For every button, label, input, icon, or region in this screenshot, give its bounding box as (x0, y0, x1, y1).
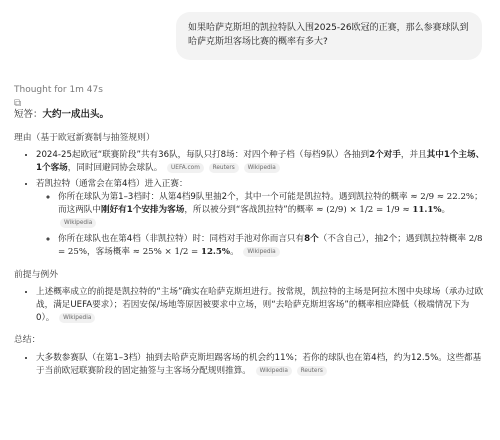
citation-reuters[interactable]: Reuters (297, 366, 327, 376)
pot4-bold: 8个 (304, 233, 319, 244)
short-answer (14, 108, 486, 122)
citation-wikipedia[interactable]: Wikipedia (59, 313, 95, 323)
math-prob: 1/2 = 1/9 ≈ (359, 205, 410, 215)
short-answer-text: 大约一成出头。 (42, 109, 110, 120)
rule-bold-opponents: 2个对手 (369, 150, 401, 161)
premise-heading: 前提与例外 (14, 269, 58, 280)
sub-list-item (58, 233, 486, 259)
rule-bold-home-away: 其中1个主场、1个客场 (36, 150, 485, 174)
citation-wikipedia[interactable]: Wikipedia (244, 163, 280, 173)
rule-text: ，同时回避同协会球队。 (67, 163, 163, 174)
sub-list (36, 191, 486, 258)
rule-text: ，并且 (400, 150, 427, 161)
assistant-response (14, 108, 486, 380)
pot1-3-text: 你所在球队为第1–3档时：从第4档9队里抽2个，其中一个可能是凯拉特。遇到凯拉特的概率 ≈ (58, 192, 418, 203)
sub-list-item (58, 191, 486, 230)
conclusion-list (14, 352, 486, 378)
short-answer-label: 短答： (14, 109, 43, 120)
citation-wikipedia[interactable]: Wikipedia (243, 247, 279, 257)
rule-text: 2024-25起欧冠“联赛阶段”共有36队，每队只打8场：对四个种子档（每档9队）各抽到 (36, 150, 370, 161)
conclusion-text: 大多数参赛队（在第1–3档）抽到去哈萨克斯坦踢客场的机会约11%；若你的球队也在第4档，约为12.5%。这些都基于当前欧冠联赛阶段的固定抽签与主客场分配规则推算。 (36, 352, 482, 376)
pot1-3-text: 。 (441, 205, 451, 215)
kairat-condition: 若凯拉特（通常会在第4档）进入正赛： (36, 179, 188, 190)
list-item (36, 352, 486, 378)
reason-heading: 理由（基于欧冠新赛制与抽签规则） (14, 133, 155, 144)
user-message-bubble (176, 12, 482, 60)
pot4-text: ，客场概率 (87, 246, 131, 257)
pot1-3-bold: 刚好有1个安排为客场 (100, 205, 185, 215)
copy-icon[interactable]: ⧉ (14, 98, 22, 109)
pot4-text: 。 (230, 246, 239, 257)
math-result: 11.1% (412, 205, 442, 215)
pot4-text: （不含自己），抽2个；遇到凯拉特概率 (318, 233, 466, 244)
thought-duration-toggle[interactable]: Thought for 1m 47s (14, 85, 103, 95)
math-prob: 2/9 ≈ 22.2% (420, 192, 475, 203)
premise-text: 上述概率成立的前提是凯拉特的“主场”确实在哈萨克斯坦进行。按常规，凯拉特的主场是阿拉木图中央球场（承办过欧战，满足UEFA要求）；若因安保/场地等原因被要求中立场，则“去哈萨克斯坦客场”的概率相应降低（极端情况下为0）。 (36, 286, 484, 323)
pot1-3-text: ，所以被分到“客战凯拉特”的概率 ≈ (184, 205, 324, 215)
math-result: 12.5% (200, 246, 231, 257)
list-item (36, 178, 486, 258)
user-message-text: 如果哈萨克斯坦的凯拉特队入围2025-26欧冠的正赛，那么参赛球队到哈萨克斯坦客场比赛的概率有多大? (188, 23, 469, 47)
citation-uefa[interactable]: UEFA.com (167, 163, 204, 173)
math-prob: ≈ 25% × 1/2 = (132, 246, 199, 257)
list-item (36, 286, 486, 325)
pot4-text: 你所在球队也在第4档（非凯拉特）时：同档对手池对你而言只有 (58, 233, 305, 244)
math-prob: 2/8 = 25% (58, 233, 483, 257)
premise-list (14, 286, 486, 325)
conclusion-heading: 总结： (14, 335, 41, 346)
citation-wikipedia[interactable]: Wikipedia (60, 218, 96, 228)
pot1-3-text: ；而这两队中 (58, 192, 483, 215)
list-item (36, 149, 486, 175)
citation-reuters[interactable]: Reuters (209, 163, 239, 173)
reason-list (14, 149, 486, 258)
math-prob: (2/9) × (326, 205, 357, 215)
citation-wikipedia[interactable]: Wikipedia (256, 366, 292, 376)
